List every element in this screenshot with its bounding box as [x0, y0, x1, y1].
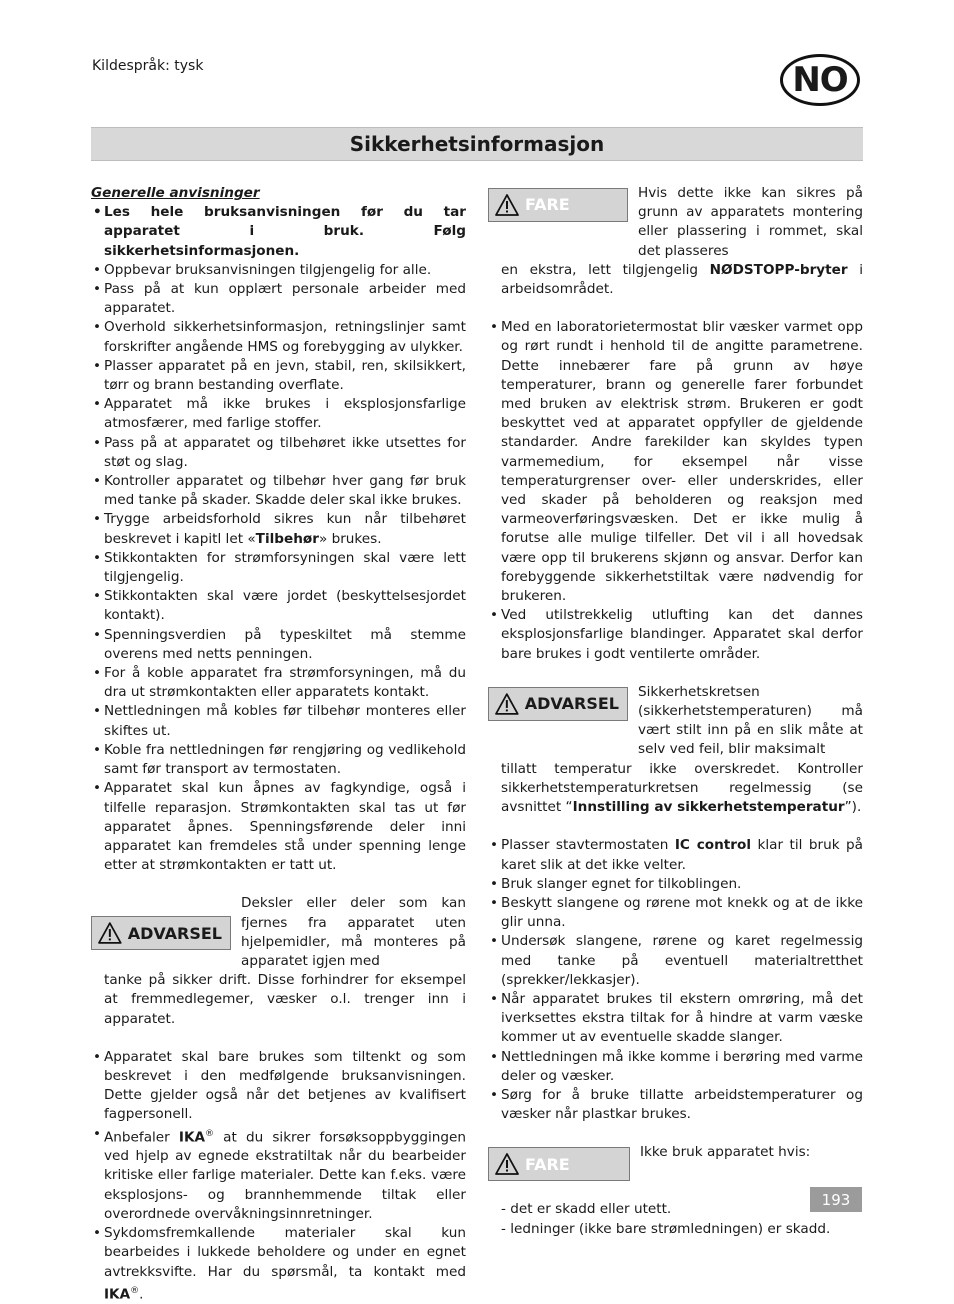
- spacer: [488, 1124, 863, 1143]
- list-item-ic-control: [488, 836, 863, 874]
- list-item: • Når apparatet brukes til ekstern omrøring, må det iverksettes ekstra tiltak for å hindre at varm væske kommer ut av eventuelle skadde slanger.: [488, 990, 863, 1048]
- warning-triangle-icon: [495, 693, 519, 715]
- text: ”).: [844, 799, 862, 816]
- list-item: • Ved utilstrekkelig utlufting kan det dannes eksplosjonsfarlige blandinger. Apparatet skal derfor bare brukes i godt ventilerte områder.: [488, 606, 863, 664]
- text: Trygge arbeidsforhold sikres kun når tilbehøret beskrevet i kapitl let «: [104, 511, 466, 547]
- danger-continuation: [488, 261, 863, 299]
- danger-label-box: [488, 188, 628, 222]
- spacer: [91, 1029, 466, 1048]
- registered-mark: ®: [205, 1128, 215, 1139]
- text: klar til bruk på karet slik at det ikke velter.: [501, 837, 864, 873]
- list-item: • Bruk slanger egnet for tilkoblingen.: [488, 875, 863, 894]
- warning-triangle-icon: [495, 194, 519, 216]
- list-item: • Pass på at apparatet og tilbehøret ikke utsettes for støt og slag.: [91, 434, 466, 472]
- usage-list: [91, 1048, 466, 1304]
- list-item: • Med en laboratorietermostat blir væsker varmet opp og rørt rundt i henhold til de angitte parametrene. Dette innebærer fare på grunn av høye temperaturer, brann og generelle farer forbundet med bruken av elektrisk strøm. Brukeren er godt beskyttet ved at apparatet oppfyller de gjeldende standarder. Andre farekilder kan skyldes typen varmemedium, for eksempel når visse temperaturgrenser over- eller underskrides, eller ved skader på beholderen og reaksjon med varmeoverføringsvæsken. Det er ikke mulig å forutse alle mulige tilfeller. Det vil i all hovedsak være opp til brukerens skjønn og ansvar. Derfor kan forebyggende sikkerhetstiltak være nødvendig for brukeren.: [488, 318, 863, 606]
- text: i arbeidsområdet.: [501, 261, 863, 298]
- danger-text: Ikke bruk apparatet hvis:: [640, 1144, 811, 1161]
- list-item: • Sørg for å bruke tillatte arbeidstemperaturer og væsker når plastkar brukes.: [488, 1086, 863, 1124]
- right-column: [488, 184, 863, 1239]
- hazard-list: [488, 318, 863, 664]
- warning-label: ADVARSEL: [127, 923, 222, 943]
- warning-triangle-icon: [495, 1153, 519, 1175]
- list-item: • Kontroller apparatet og tilbehør hver gang før bruk med tanke på skader. Skadde deler skal ikke brukes.: [91, 472, 466, 510]
- ic-control-term: IC control: [674, 837, 752, 854]
- list-item: • For å koble apparatet fra strømforsyningen, må du dra ut strømkontakten eller apparatets kontakt.: [91, 664, 466, 702]
- list-item-ika: [91, 1125, 466, 1225]
- text: .: [139, 1286, 144, 1303]
- list-item: • Pass på at kun opplært personale arbeider med apparatet.: [91, 280, 466, 318]
- registered-mark: ®: [130, 1285, 140, 1296]
- text: en ekstra, lett tilgjengelig: [501, 261, 710, 278]
- spacer: [91, 875, 466, 894]
- spacer: [488, 299, 863, 318]
- warning-triangle-icon: [98, 922, 122, 944]
- warning-continuation: [488, 760, 863, 818]
- list-item-accessories: [91, 510, 466, 548]
- list-item: • Apparatet skal kun åpnes av fagkyndige, også i tilfelle reparasjon. Strømkontakten skal tas ut før apparatet åpnes. Spenningsførende deler inni apparatet kan fremdeles stå under spenning lenge etter at strømkontakten er tatt ut.: [91, 779, 466, 875]
- text: » brukes.: [318, 530, 382, 547]
- brand-name: IKA: [178, 1129, 206, 1146]
- danger-block: [488, 184, 863, 261]
- list-item: • Undersøk slangene, rørene og karet regelmessig med tanke på eventuell materialtretthet (sprekker/lekkasjer).: [488, 932, 863, 990]
- danger-label: FARE: [525, 195, 570, 215]
- list-item: • Overhold sikkerhetsinformasjon, retningslinjer samt forskrifter angående HMS og forebygging av ulykker.: [91, 318, 466, 356]
- text: Sykdomsfremkallende materialer skal kun bearbeides i lukkede beholdere og under en egnet avtrekksvifte. Har du spørsmål, ta kontakt med: [104, 1225, 466, 1280]
- warning-text: Deksler eller deler som kan fjernes fra apparatet uten hjelpemidler, må monteres på apparatet igjen med: [241, 895, 466, 969]
- spacer: [488, 1181, 863, 1200]
- left-column: [91, 184, 466, 1304]
- text: Anbefaler: [104, 1129, 179, 1146]
- list-item: • Beskytt slangene og rørene mot knekk og at de ikke glir unna.: [488, 894, 863, 932]
- hose-list: [488, 836, 863, 1124]
- dash-item: - ledninger (ikke bare strømledningen) er skadd.: [501, 1220, 831, 1237]
- warning-label-box: [91, 916, 231, 950]
- page-number: 193: [810, 1187, 862, 1212]
- danger-label: FARE: [525, 1154, 570, 1174]
- list-item: • Les hele bruksanvisningen før du tar apparatet i bruk. Følg sikkerhetsinformasjonen.: [91, 203, 466, 261]
- list-item: • Nettledningen må ikke komme i berøring med varme deler og væsker.: [488, 1048, 863, 1086]
- emergency-stop-term: NØDSTOPP-bryter: [709, 261, 848, 278]
- source-language: Kildespråk: tysk: [92, 58, 204, 74]
- list-item: • Oppbevar bruksanvisningen tilgjengelig for alle.: [91, 261, 466, 280]
- spacer: [488, 664, 863, 683]
- accessories-term: Tilbehør: [255, 530, 319, 547]
- text: tillatt temperatur ikke overskredet. Kontroller sikkerhetstemperaturkretsen regelmessig (se avsnittet “: [501, 760, 863, 816]
- text: at du sikrer forsøksoppbyggingen ved hjelp av egnede ekstratiltak når du bearbeider kritiske eller farlige materialer. Dette kan f.eks. være eksplosjons- og brannhemmende tiltak eller overordnede overvåkningsinnretninger.: [104, 1129, 466, 1222]
- warning-continuation: tanke på sikker drift. Disse forhindrer for eksempel at fremmedlegemer, væsker o.l. trenger inn i apparatet.: [104, 972, 466, 1027]
- list-item: • Stikkontakten skal være jordet (beskyttelsesjordet kontakt).: [91, 587, 466, 625]
- list-item: • Nettledningen må kobles før tilbehør monteres eller skiftes ut.: [91, 702, 466, 740]
- general-instructions-list: [91, 203, 466, 875]
- list-item: • Spenningsverdien på typeskiltet må stemme overens med netts penningen.: [91, 626, 466, 664]
- list-item: • Koble fra nettledningen før rengjøring og vedlikehold samt før transport av termostaten.: [91, 741, 466, 779]
- list-item: • Plasser apparatet på en jevn, stabil, ren, skilsikkert, tørr og brann bestanding overflate.: [91, 357, 466, 395]
- safety-temperature-term: Innstilling av sikkerhetstemperatur: [572, 799, 845, 816]
- warning-block: [91, 894, 466, 971]
- danger-label-box: [488, 1147, 630, 1181]
- warning-label: ADVARSEL: [524, 694, 619, 714]
- spacer: [488, 817, 863, 836]
- brand-name: IKA: [104, 1286, 131, 1303]
- dash-item: - det er skadd eller utett.: [501, 1201, 672, 1218]
- warning-text: Sikkerhetskretsen (sikkerhetstemperaturen) må vært stilt inn på en slik måte at selv ved feil, blir maksimalt: [638, 683, 863, 758]
- section-heading: Generelle anvisninger: [91, 185, 260, 201]
- warning-block: [488, 683, 863, 760]
- list-item: • Stikkontakten for strømforsyningen skal være lett tilgjengelig.: [91, 549, 466, 587]
- page-title: Sikkerhetsinformasjon: [91, 127, 863, 161]
- danger-block: [488, 1143, 863, 1181]
- list-item: • Apparatet skal bare brukes som tiltenkt og som beskrevet i den medfølgende bruksanvisningen. Dette gjelder også når det betjenes av kvalifisert fagpersonell.: [91, 1048, 466, 1125]
- danger-text: Hvis dette ikke kan sikres på grunn av apparatets montering eller plassering i rommet, skal det plasseres: [638, 185, 863, 259]
- list-item: • Apparatet må ikke brukes i eksplosjonsfarlige atmosfærer, med farlige stoffer.: [91, 395, 466, 433]
- text: Plasser stavtermostaten: [501, 837, 675, 854]
- list-item-ika: [91, 1224, 466, 1304]
- warning-label-box: [488, 687, 628, 721]
- language-badge: NO: [780, 54, 860, 106]
